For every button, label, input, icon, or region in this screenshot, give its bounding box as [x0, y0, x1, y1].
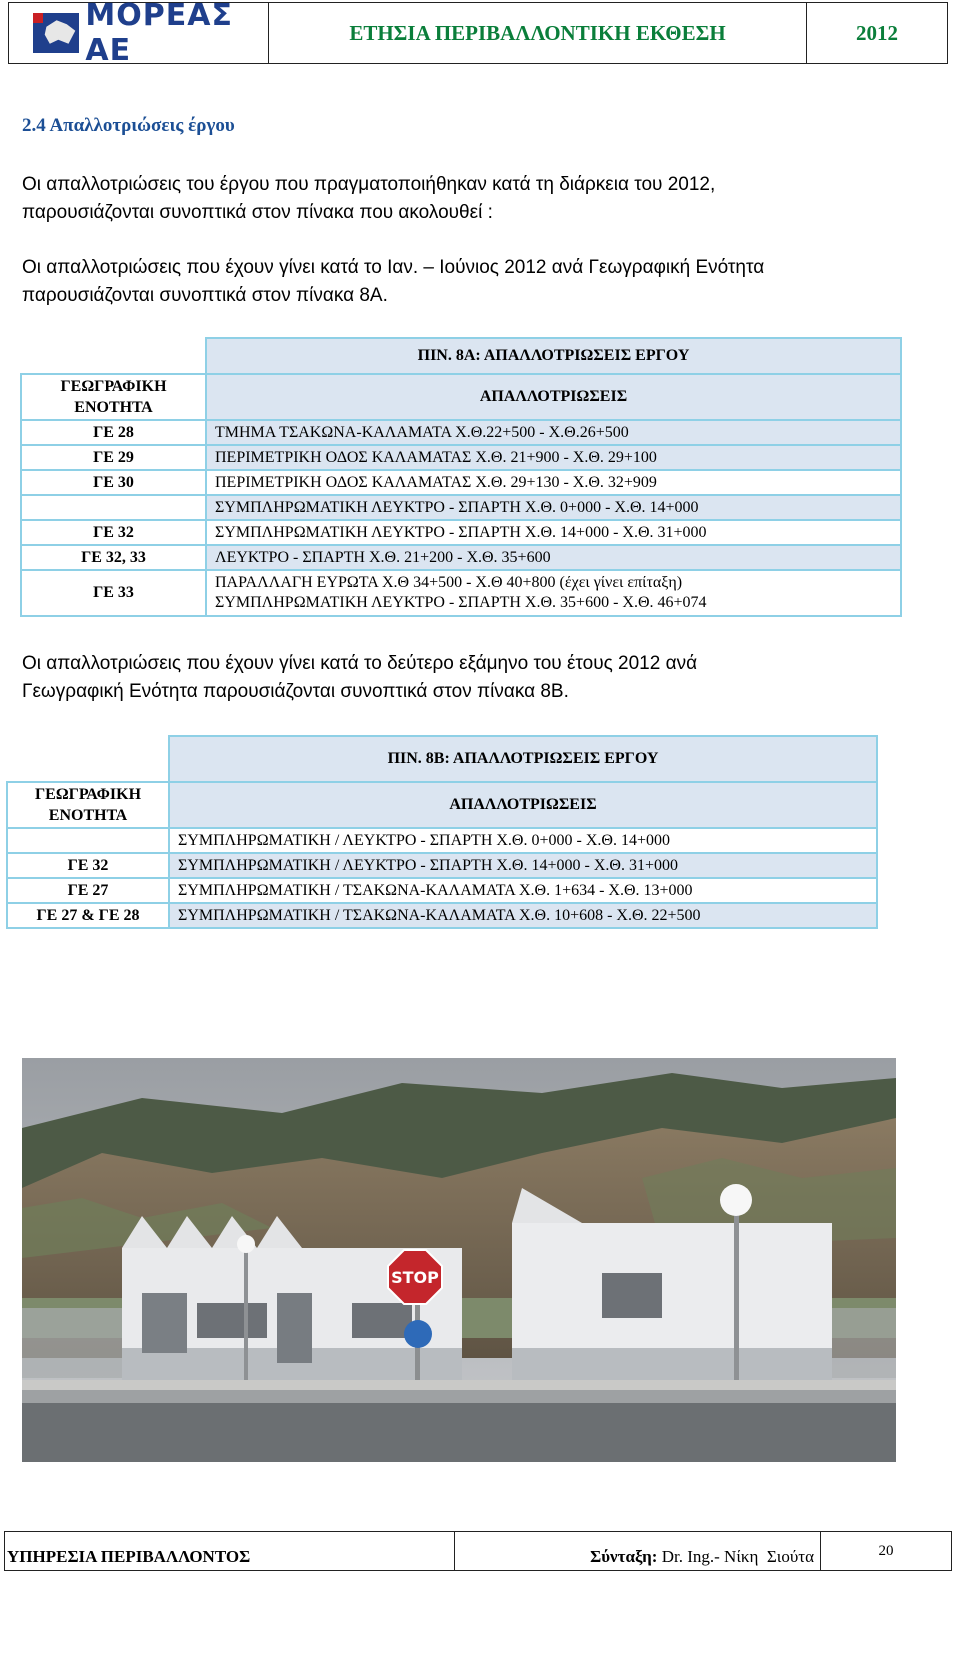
author-label: Σύνταξη:: [590, 1547, 658, 1566]
substation-illustration: [22, 1058, 896, 1462]
logo-text: ΜΟΡΕΑΣ ΑΕ: [85, 0, 233, 68]
table-row: [21, 495, 901, 520]
footer-department: ΥΠΗΡΕΣΙΑ ΠΕΡΙΒΑΛΛΟΝΤΟΣ: [5, 1532, 455, 1570]
table-row: [21, 520, 901, 545]
paragraph-line: Οι απαλλοτριώσεις που έχουν γίνει κατά το Ιαν. – Ιούνιος 2012 ανά Γεωγραφική Ενότητα: [22, 257, 765, 278]
report-year: 2012: [856, 20, 898, 45]
table-row: [21, 545, 901, 570]
paragraph-line: παρουσιάζονται συνοπτικά στον πίνακα 8Α.: [22, 285, 388, 306]
table-a-intro: [22, 254, 942, 310]
region-cell: ΓΕ 27: [7, 878, 169, 903]
page-header: [8, 0, 948, 68]
description-cell: ΤΜΗΜΑ ΤΣΑΚΩΝΑ-ΚΑΛΑΜΑΤΑ Χ.Θ.22+500 - Χ.Θ.26+500: [206, 420, 901, 445]
region-cell: ΓΕ 33: [21, 570, 206, 616]
table-8b: [6, 735, 878, 929]
column-header-expropriations: ΑΠΑΛΛΟΤΡΙΩΣΕΙΣ: [206, 374, 901, 420]
footer-author: [455, 1532, 821, 1570]
paragraph-line: παρουσιάζονται συνοπτικά στον πίνακα που ακολουθεί :: [22, 202, 493, 223]
description-cell: ΣΥΜΠΛΗΡΩΜΑΤΙΚΗ ΛΕΥΚΤΡΟ - ΣΠΑΡΤΗ Χ.Θ. 14+000 - Χ.Θ. 31+000: [206, 520, 901, 545]
logo: [9, 0, 269, 68]
paragraph-line: Οι απαλλοτριώσεις που έχουν γίνει κατά το δεύτερο εξάμηνο του έτους 2012 ανά: [22, 653, 698, 674]
column-header-region: ΓΕΩΓΡΑΦΙΚΗ ΕΝΟΤΗΤΑ: [21, 374, 206, 420]
region-cell: ΓΕ 30: [21, 470, 206, 495]
column-header-region: ΓΕΩΓΡΑΦΙΚΗ ΕΝΟΤΗΤΑ: [7, 782, 169, 828]
region-cell: ΓΕ 29: [21, 445, 206, 470]
section-title: 2.4 Απαλλοτριώσεις έργου: [22, 115, 235, 136]
region-cell: ΓΕ 32, 33: [21, 545, 206, 570]
intro-paragraph: [22, 171, 942, 227]
page-number: 20: [878, 1542, 894, 1559]
table-row: [21, 420, 901, 445]
table-b-intro: [22, 650, 942, 706]
description-cell: ΠΕΡΙΜΕΤΡΙΚΗ ΟΔΟΣ ΚΑΛΑΜΑΤΑΣ Χ.Θ. 29+130 - Χ.Θ. 32+909: [206, 470, 901, 495]
region-cell: [21, 495, 206, 520]
region-cell: ΓΕ 28: [21, 420, 206, 445]
region-cell: ΓΕ 32: [21, 520, 206, 545]
paragraph-line: Γεωγραφική Ενότητα παρουσιάζονται συνοπτικά στον πίνακα 8Β.: [22, 681, 569, 702]
table-row: [21, 570, 901, 616]
table-row: [7, 828, 877, 853]
description-cell: ΛΕΥΚΤΡΟ - ΣΠΑΡΤΗ Χ.Θ. 21+200 - Χ.Θ. 35+600: [206, 545, 901, 570]
stop-sign-text: STOP: [391, 1268, 439, 1287]
table-row: [7, 853, 877, 878]
table-row: [7, 903, 877, 928]
region-cell: ΓΕ 32: [7, 853, 169, 878]
page-footer: [4, 1531, 952, 1571]
logo-icon: [33, 13, 79, 53]
description-cell: ΠΕΡΙΜΕΤΡΙΚΗ ΟΔΟΣ ΚΑΛΑΜΑΤΑΣ Χ.Θ. 21+900 - Χ.Θ. 29+100: [206, 445, 901, 470]
table-8b-caption: ΠΙΝ. 8Β: ΑΠΑΛΛΟΤΡΙΩΣΕΙΣ ΕΡΓΟΥ: [169, 736, 877, 782]
description-cell: ΠΑΡΑΛΛΑΓΗ ΕΥΡΩΤΑ Χ.Θ 34+500 - Χ.Θ 40+800 (έχει γίνει επίταξη) ΣΥΜΠΛΗΡΩΜΑΤΙΚΗ ΛΕΥΚΤΡΟ - ΣΠΑΡΤΗ Χ.Θ. 35+600 - Χ.Θ. 46+074: [206, 570, 901, 616]
table-8a: [20, 337, 902, 617]
table-row: [7, 878, 877, 903]
description-cell: ΣΥΜΠΛΗΡΩΜΑΤΙΚΗ / ΤΣΑΚΩΝΑ-ΚΑΛΑΜΑΤΑ Χ.Θ. 10+608 - Χ.Θ. 22+500: [169, 903, 877, 928]
substation-photo: [22, 1058, 896, 1462]
region-cell: ΓΕ 27 & ΓΕ 28: [7, 903, 169, 928]
description-cell: ΣΥΜΠΛΗΡΩΜΑΤΙΚΗ ΛΕΥΚΤΡΟ - ΣΠΑΡΤΗ Χ.Θ. 0+000 - Χ.Θ. 14+000: [206, 495, 901, 520]
table-row: [21, 445, 901, 470]
table-8a-caption: ΠΙΝ. 8Α: ΑΠΑΛΛΟΤΡΙΩΣΕΙΣ ΕΡΓΟΥ: [206, 338, 901, 374]
author-name: Dr. Ing.- Νίκη Σιούτα: [657, 1547, 814, 1566]
report-title: ΕΤΗΣΙΑ ΠΕΡΙΒΑΛΛΟΝΤΙΚΗ ΕΚΘΕΣΗ: [269, 3, 807, 63]
table-row: [21, 470, 901, 495]
description-cell: ΣΥΜΠΛΗΡΩΜΑΤΙΚΗ / ΛΕΥΚΤΡΟ - ΣΠΑΡΤΗ Χ.Θ. 14+000 - Χ.Θ. 31+000: [169, 853, 877, 878]
column-header-expropriations: ΑΠΑΛΛΟΤΡΙΩΣΕΙΣ: [169, 782, 877, 828]
region-cell: [7, 828, 169, 853]
paragraph-line: Οι απαλλοτριώσεις του έργου που πραγματοποιήθηκαν κατά τη διάρκεια του 2012,: [22, 174, 716, 195]
description-cell: ΣΥΜΠΛΗΡΩΜΑΤΙΚΗ / ΤΣΑΚΩΝΑ-ΚΑΛΑΜΑΤΑ Χ.Θ. 1+634 - Χ.Θ. 13+000: [169, 878, 877, 903]
description-cell: ΣΥΜΠΛΗΡΩΜΑΤΙΚΗ / ΛΕΥΚΤΡΟ - ΣΠΑΡΤΗ Χ.Θ. 0+000 - Χ.Θ. 14+000: [169, 828, 877, 853]
